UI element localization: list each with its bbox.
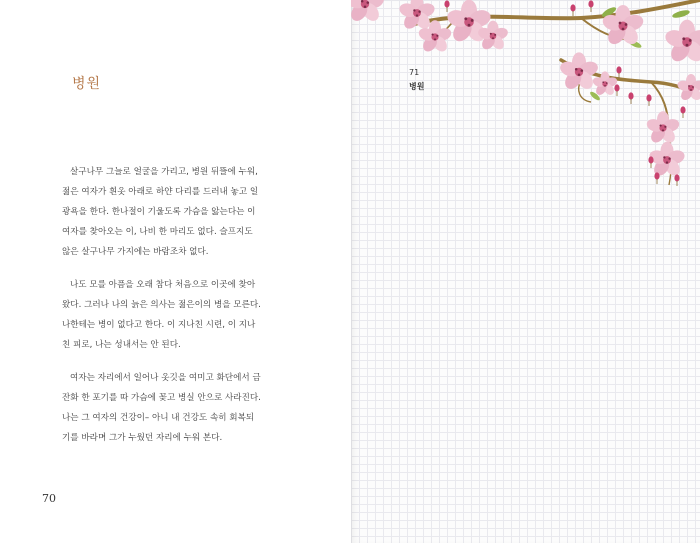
text-line: 광욕을 한다. 한나절이 기울도록 가슴을 앓는다는 이 (62, 207, 256, 217)
text-line: 여자는 자리에서 일어나 옷깃을 여미고 화단에서 금 (70, 373, 261, 383)
page-number-right: 71 (409, 68, 420, 77)
paragraph-1 (62, 162, 290, 262)
text-line: 젊은 여자가 흰옷 아래로 하얀 다리를 드러내 놓고 일 (62, 187, 259, 197)
paragraph-2 (62, 275, 290, 355)
running-title: 병원 (409, 82, 425, 91)
text-line: 잔화 한 포기를 따 가슴에 꽂고 병실 안으로 사라진다. (62, 393, 261, 403)
paragraph-3 (62, 368, 290, 448)
text-line: 기를 바라며 그가 누웠던 자리에 누워 본다. (62, 433, 223, 443)
text-line: 나한테는 병이 없다고 한다. 이 지나친 시련, 이 지나 (62, 320, 256, 330)
text-line: 않은 살구나무 가지에는 바람조차 없다. (62, 247, 209, 257)
chapter-title: 병원 (72, 76, 102, 92)
text-line: 여자를 찾아오는 이, 나비 한 마리도 없다. 슬프지도 (62, 227, 253, 237)
apricot-blossom-branch-icon (351, 0, 700, 200)
text-line: 왔다. 그러나 나의 늙은 의사는 젊은이의 병을 모른다. (62, 300, 261, 310)
text-line: 나는 그 여자의 건강이– 아니 내 건강도 속히 회복되 (62, 413, 255, 423)
text-line: 나도 모를 아픔을 오래 참다 처음으로 이곳에 찾아 (70, 280, 256, 290)
text-line: 살구나무 그늘로 얼굴을 가리고, 병원 뒤뜰에 누워, (70, 167, 258, 177)
poem-body (62, 162, 290, 461)
page-number-left: 70 (42, 492, 56, 505)
text-line: 친 피로, 나는 성내서는 안 된다. (62, 340, 181, 350)
